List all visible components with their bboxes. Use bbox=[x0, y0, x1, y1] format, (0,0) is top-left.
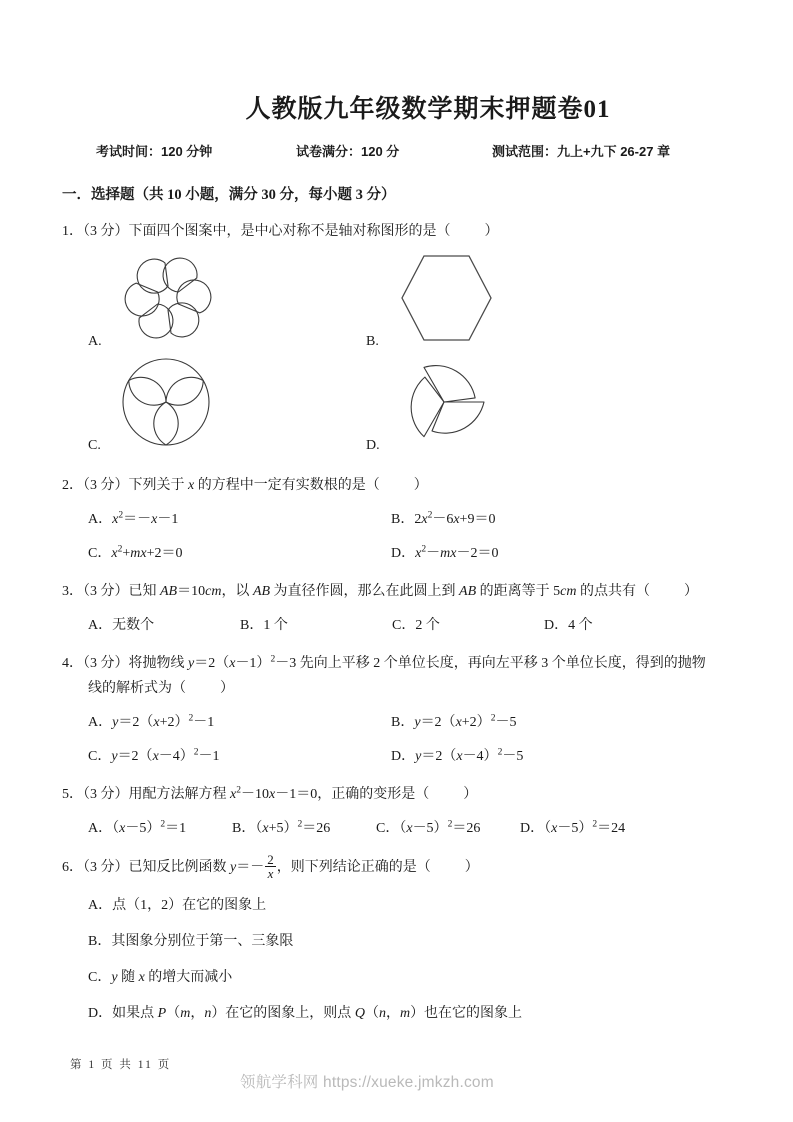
q6-option-a-label: A． bbox=[88, 897, 113, 913]
fraction-numerator: 2 bbox=[267, 852, 274, 867]
page-number: 第 1 页 共 11 页 bbox=[70, 1059, 172, 1071]
q6-c-x: x bbox=[138, 969, 145, 985]
q5-c-open: （ bbox=[399, 821, 407, 836]
q3-p1: 已知 bbox=[128, 584, 160, 599]
fraction-denominator: x bbox=[267, 866, 274, 882]
q4-a-mid: +2） bbox=[159, 715, 189, 730]
exam-time: 考试时间：120 分钟 bbox=[96, 144, 213, 159]
q2-text-post: 的方程中一定有实数根的是（ bbox=[194, 478, 380, 493]
q5-option-row bbox=[88, 816, 734, 841]
q5-option-b[interactable] bbox=[232, 816, 376, 841]
q2-a-x: x bbox=[112, 512, 119, 527]
q6-stem-end: ） bbox=[464, 859, 479, 875]
q6-d-q: Q bbox=[354, 1005, 365, 1021]
q2-c-m: m bbox=[130, 546, 141, 561]
question-2-options bbox=[62, 507, 734, 566]
circle-trefoil-icon bbox=[116, 352, 221, 461]
q2-b-coef: 2 bbox=[414, 512, 422, 527]
q6-d-p: P bbox=[157, 1005, 167, 1021]
q5-a-open: （ bbox=[112, 821, 120, 836]
q4-option-a[interactable] bbox=[88, 710, 391, 735]
q5-stem-end: ） bbox=[463, 787, 478, 802]
q5-x2: x bbox=[268, 787, 276, 802]
q4-option-c[interactable] bbox=[88, 744, 391, 769]
q6-d-c2: ）在它的图象上，则点 bbox=[211, 1005, 355, 1021]
q4-l1d: －3 先向上平移 2 个单位长度，再向左平移 3 个单位长度，得到的抛物 bbox=[275, 656, 706, 671]
q6-d-n2: n bbox=[378, 1005, 386, 1021]
q5-option-c-label: C． bbox=[376, 821, 400, 836]
q3-number: 3 bbox=[62, 584, 69, 599]
page-content bbox=[62, 88, 734, 1026]
q2-points: （3 分） bbox=[83, 478, 129, 493]
q4-option-a-label: A． bbox=[88, 715, 113, 730]
q6-c-y: y bbox=[111, 969, 118, 985]
figure-option-b-label: B. bbox=[366, 334, 379, 349]
q2-a-x2: x bbox=[151, 512, 158, 527]
question-5-stem: 5．（3 分）用配方法解方程 $x^2-10x-1=0$，正确的变形是（ ） bbox=[62, 785, 478, 802]
q5-x: x bbox=[230, 787, 237, 802]
q6-points: （3 分） bbox=[83, 859, 129, 875]
q6-option-b-text: 其图象分别位于第一、三象限 bbox=[111, 933, 294, 949]
q5-b-sup: 2 bbox=[297, 819, 303, 830]
q2-c-rest: + bbox=[122, 546, 131, 561]
q4-d-eq: ＝2（ bbox=[421, 749, 457, 764]
q5-points: （3 分） bbox=[83, 787, 129, 802]
q5-a-sup: 2 bbox=[160, 819, 166, 830]
q4-d-tail: －5 bbox=[502, 749, 524, 764]
q2-d-m: m bbox=[440, 546, 451, 561]
q3-stem-end: ） bbox=[683, 584, 698, 599]
q6-a: 已知反比例函数 bbox=[128, 859, 230, 875]
q2-d-rest: － bbox=[426, 546, 441, 561]
q3-option-b[interactable]: B．1 个 bbox=[240, 618, 288, 633]
question-1-figure-options bbox=[62, 248, 734, 460]
q5-a-tail: ＝1 bbox=[165, 821, 187, 836]
q4-number: 4 bbox=[62, 656, 69, 671]
q6-option-c-label: C． bbox=[88, 969, 112, 985]
q2-d-x: x bbox=[415, 546, 422, 561]
q5-sup: 2 bbox=[236, 785, 241, 796]
q2-option-a[interactable] bbox=[88, 507, 391, 532]
q5-d-x: x bbox=[551, 821, 558, 836]
q2-option-d-label: D． bbox=[391, 546, 416, 561]
q1-points: （3 分） bbox=[83, 224, 129, 239]
q4-option-row-1 bbox=[88, 710, 734, 735]
q5-option-d-label: D． bbox=[520, 821, 545, 836]
q5-c: －1＝0，正确的变形是（ bbox=[275, 787, 430, 802]
q4-d-x: x bbox=[456, 749, 463, 764]
q5-option-c[interactable] bbox=[376, 816, 520, 841]
q4-a-tail: －1 bbox=[193, 715, 215, 730]
question-3-stem: 3．（3 分）已知 AB＝10cm，以 AB 为直径作圆，那么在此圆上到 AB 的距离等于 5cm 的点共有（ ） bbox=[62, 584, 698, 599]
q5-a-mid: －5） bbox=[125, 821, 161, 836]
q2-a-rest2: －1 bbox=[157, 512, 179, 527]
question-2-stem: 2．（3 分）下列关于 x 的方程中一定有实数根的是（ ） bbox=[62, 478, 428, 493]
q5-a-x: x bbox=[119, 821, 126, 836]
q5-c-sup: 2 bbox=[447, 819, 453, 830]
q2-b-rest2: +9＝0 bbox=[459, 512, 496, 527]
q4-l2: 线的解析式为（ bbox=[88, 681, 186, 696]
figure-option-a-label: A. bbox=[88, 334, 102, 349]
q3-ab2: AB bbox=[252, 584, 271, 599]
question-1-stem: 1．（3 分）下面四个图案中，是中心对称不是轴对称图形的是（ ） bbox=[62, 224, 499, 239]
q6-c-mid: 随 bbox=[117, 969, 139, 985]
q6-option-c[interactable] bbox=[88, 965, 734, 990]
q6-option-d-label: D． bbox=[88, 1005, 113, 1021]
q2-c-exp: 2 bbox=[117, 544, 123, 555]
question-2 bbox=[62, 473, 734, 566]
figure-option-d[interactable] bbox=[366, 352, 666, 456]
q2-number: 2 bbox=[62, 478, 69, 493]
q2-option-a-label: A． bbox=[88, 512, 113, 527]
q6-c-tail: 的增大而减小 bbox=[144, 969, 233, 985]
q2-option-c-label: C． bbox=[88, 546, 112, 561]
q4-a-x: x bbox=[153, 715, 160, 730]
exam-meta-row bbox=[62, 142, 734, 162]
q6-option-b-label: B． bbox=[88, 933, 112, 949]
q4-b-sup: 2 bbox=[490, 713, 496, 724]
q4-b-y: y bbox=[414, 715, 421, 730]
q6-d-q2: （ bbox=[364, 1005, 379, 1021]
q4-c-y: y bbox=[111, 749, 118, 764]
question-6-stem: 6．（3 分）已知反比例函数 y＝－ $\frac{2}{x}$ ，则下列结论正确的是（ ） bbox=[62, 852, 479, 882]
q4-c-x: x bbox=[152, 749, 159, 764]
q4-b-x: x bbox=[455, 715, 462, 730]
q6-option-d[interactable] bbox=[88, 1001, 734, 1026]
q3-option-c[interactable]: C．2 个 bbox=[392, 618, 440, 633]
q2-option-row-2 bbox=[88, 541, 734, 566]
q4-b-tail: －5 bbox=[495, 715, 517, 730]
q3-option-row bbox=[88, 613, 734, 638]
q4-option-b-label: B． bbox=[391, 715, 415, 730]
q2-d-x2: x bbox=[450, 546, 457, 561]
q2-stem-end: ） bbox=[413, 478, 428, 493]
site-watermark: 领航学科网 https://xueke.jmkzh.com bbox=[240, 1074, 494, 1091]
question-6-options bbox=[62, 893, 734, 1026]
q6-d-m2: m bbox=[399, 1005, 411, 1021]
q6-number: 6 bbox=[62, 859, 69, 875]
q3-p6: 的点共有（ bbox=[576, 584, 650, 599]
question-3 bbox=[62, 579, 734, 638]
exam-scope: 测试范围：九上+九下 26-27 章 bbox=[492, 144, 671, 159]
figure-option-a[interactable] bbox=[88, 248, 388, 352]
q2-d-rest2: －2＝0 bbox=[456, 546, 499, 561]
question-4-options bbox=[62, 710, 734, 769]
page-footer bbox=[62, 1056, 734, 1096]
page-title: 人教版九年级数学期末押题卷01 bbox=[245, 96, 611, 123]
q6-d-n: n bbox=[204, 1005, 212, 1021]
q5-option-a-label: A． bbox=[88, 821, 113, 836]
q5-option-a[interactable] bbox=[88, 816, 232, 841]
q3-option-d[interactable]: D．4 个 bbox=[544, 618, 593, 633]
q4-c-mid: －4） bbox=[158, 749, 194, 764]
q5-b-tail: ＝26 bbox=[302, 821, 331, 836]
q3-cm2: cm bbox=[560, 584, 577, 599]
q2-option-b-label: B． bbox=[391, 512, 415, 527]
q4-l1c: －1） bbox=[235, 656, 271, 671]
q5-c-x: x bbox=[406, 821, 413, 836]
q4-a-eq: ＝2（ bbox=[118, 715, 154, 730]
question-4-stem-line1: 4．（3 分）将抛物线 $y=2(x-1)^2-3$ 先向上平移 2 个单位长度，再向左平移 3 个单位长度，得到的抛物 bbox=[62, 654, 706, 671]
q4-c-eq: ＝2（ bbox=[117, 749, 153, 764]
q3-option-a[interactable]: A．无数个 bbox=[88, 618, 155, 633]
question-4 bbox=[62, 651, 734, 769]
q5-option-d[interactable] bbox=[520, 816, 625, 841]
figure-option-b[interactable] bbox=[366, 248, 666, 352]
q5-a: 用配方法解方程 bbox=[128, 787, 230, 802]
q3-ab1: AB bbox=[160, 584, 178, 599]
q5-b: －10 bbox=[240, 787, 269, 802]
q5-d-open: （ bbox=[544, 821, 552, 836]
q1-text: 下面四个图案中，是中心对称不是轴对称图形的是（ bbox=[128, 224, 451, 239]
q5-b-mid: +5） bbox=[268, 821, 298, 836]
q3-cm1: cm bbox=[205, 584, 222, 599]
q6-d-m: m bbox=[180, 1005, 191, 1021]
q3-points: （3 分） bbox=[83, 584, 129, 599]
question-5 bbox=[62, 782, 734, 841]
q1-number: 1 bbox=[62, 224, 69, 239]
q3-p3: ，以 bbox=[221, 584, 253, 599]
q3-p5: 的距离等于 5 bbox=[476, 584, 561, 599]
q5-c-mid: －5） bbox=[412, 821, 448, 836]
q4-option-b[interactable] bbox=[391, 710, 516, 735]
q4-b-eq: ＝2（ bbox=[420, 715, 456, 730]
q4-l1a: 将抛物线 bbox=[128, 656, 188, 671]
q4-a-sup: 2 bbox=[188, 713, 194, 724]
question-6 bbox=[62, 854, 734, 1026]
q3-ab3: AB bbox=[459, 584, 477, 599]
figure-option-c[interactable] bbox=[88, 352, 388, 456]
q4-c-tail: －1 bbox=[198, 749, 220, 764]
q2-c-x: x bbox=[111, 546, 118, 561]
q4-stem-end: ） bbox=[220, 681, 234, 696]
q4-l1b: ＝2（ bbox=[194, 656, 230, 671]
q4-option-c-label: C． bbox=[88, 749, 112, 764]
q6-d-c1: ， bbox=[190, 1005, 205, 1021]
q4-l1x: x bbox=[229, 656, 236, 671]
q2-option-b[interactable] bbox=[391, 507, 495, 532]
q4-d-y: y bbox=[415, 749, 422, 764]
q2-a-rest: ＝－ bbox=[123, 512, 152, 527]
q6-c: ，则下列结论正确的是（ bbox=[276, 859, 431, 875]
q4-c-sup: 2 bbox=[193, 747, 199, 758]
section-heading: 一．选择题（共 10 小题，满分 30 分，每小题 3 分） bbox=[62, 187, 396, 203]
q3-p4: 为直径作圆，那么在此圆上到 bbox=[270, 584, 460, 599]
q4-l1sup: 2 bbox=[270, 654, 276, 665]
q5-d-sup: 2 bbox=[592, 819, 598, 830]
q2-b-rest: －6 bbox=[432, 512, 454, 527]
q2-text-pre: 下列关于 bbox=[128, 478, 188, 493]
q2-c-x2: x bbox=[140, 546, 147, 561]
q2-option-row-1 bbox=[88, 507, 734, 532]
q1-stem-end: ） bbox=[484, 224, 499, 239]
figure-option-c-label: C. bbox=[88, 438, 101, 453]
q2-d-exp: 2 bbox=[421, 544, 427, 555]
q5-option-b-label: B． bbox=[232, 821, 256, 836]
question-5-options bbox=[62, 816, 734, 841]
q2-b-x2: x bbox=[453, 512, 460, 527]
q5-d-tail: ＝24 bbox=[597, 821, 626, 836]
hexagon-icon bbox=[394, 248, 499, 357]
q4-points: （3 分） bbox=[83, 656, 129, 671]
q4-option-row-2 bbox=[88, 744, 734, 769]
q3-p2: ＝10 bbox=[177, 584, 206, 599]
question-1 bbox=[62, 219, 734, 460]
q6-y: y bbox=[230, 859, 237, 875]
q2-option-d[interactable] bbox=[391, 541, 498, 566]
q4-b-mid: +2） bbox=[461, 715, 491, 730]
q6-d-pre: 如果点 bbox=[112, 1005, 158, 1021]
q5-number: 5 bbox=[62, 787, 69, 802]
q4-a-y: y bbox=[112, 715, 119, 730]
q5-b-x: x bbox=[262, 821, 269, 836]
q6-option-b[interactable] bbox=[88, 929, 734, 954]
q2-option-c[interactable] bbox=[88, 541, 391, 566]
q4-option-d-label: D． bbox=[391, 749, 416, 764]
q4-d-mid: －4） bbox=[462, 749, 498, 764]
q5-c-tail: ＝26 bbox=[452, 821, 481, 836]
q5-b-open: （ bbox=[255, 821, 263, 836]
q2-b-x: x bbox=[421, 512, 428, 527]
q6-d-c4: ）也在它的图象上 bbox=[410, 1005, 523, 1021]
q2-b-exp: 2 bbox=[427, 510, 433, 521]
q2-var: x bbox=[188, 478, 195, 493]
three-blade-pinwheel-icon bbox=[394, 352, 499, 461]
six-blade-pinwheel-icon bbox=[116, 248, 221, 357]
q4-d-sup: 2 bbox=[497, 747, 503, 758]
q6-d-c3: ， bbox=[385, 1005, 400, 1021]
q4-option-d[interactable] bbox=[391, 744, 523, 769]
fraction-two-over-x bbox=[265, 853, 276, 881]
q4-l1y: y bbox=[188, 656, 195, 671]
q2-c-rest2: +2＝0 bbox=[146, 546, 183, 561]
q6-option-a[interactable] bbox=[88, 893, 734, 918]
q6-b: ＝－ bbox=[236, 859, 265, 875]
exam-total-score: 试卷满分：120 分 bbox=[296, 144, 400, 159]
q6-option-a-text: 点（1，2）在它的图象上 bbox=[112, 897, 267, 913]
q5-d-mid: －5） bbox=[557, 821, 593, 836]
q2-a-exp: 2 bbox=[118, 510, 124, 521]
question-4-stem-line2 bbox=[62, 676, 734, 701]
q6-d-p2: （ bbox=[166, 1005, 181, 1021]
question-3-options bbox=[62, 613, 734, 638]
figure-option-d-label: D. bbox=[366, 438, 380, 453]
